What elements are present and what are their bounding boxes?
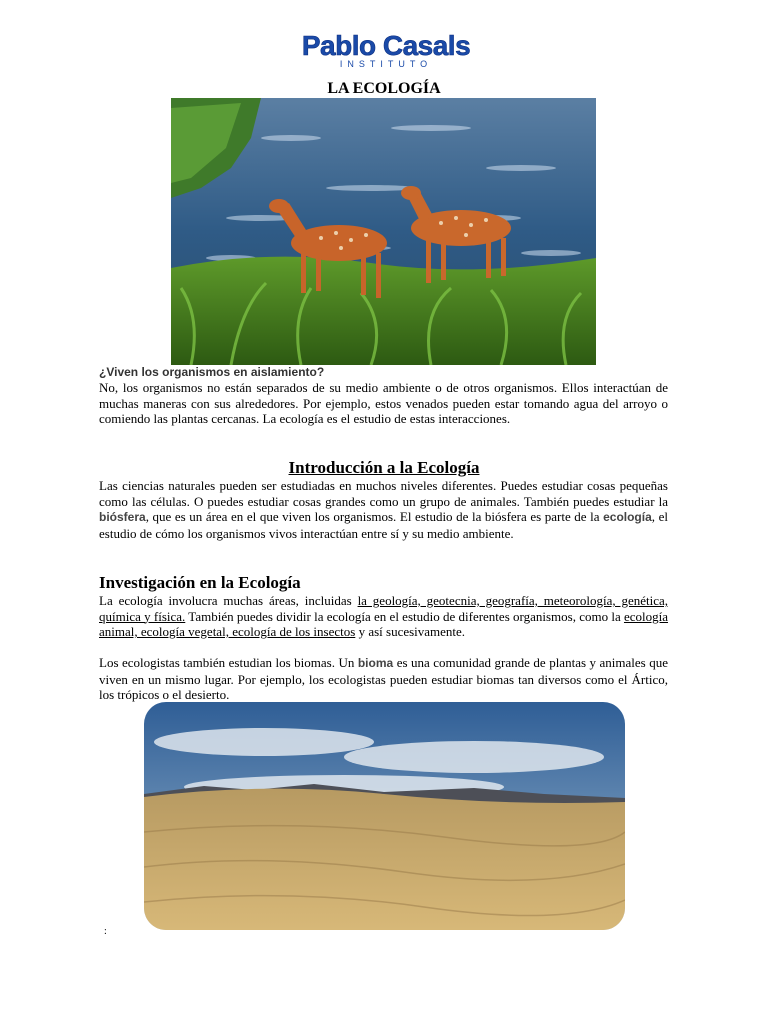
question-heading: ¿Viven los organismos en aislamiento?: [99, 365, 325, 379]
underlined-ecology-types: ecología animal, ecología vegetal, ecología de los insectos: [99, 608, 669, 639]
keyword-biosfera: biósfera: [99, 510, 146, 524]
heading-introduction: Introducción a la Ecología: [288, 458, 480, 477]
trailing-colon: :: [104, 926, 107, 937]
page-title: LA ECOLOGÍA: [327, 80, 441, 97]
paragraph-isolation: No, los organismos no están separados de su medio ambiente o de otros organismos. Ellos interactúan de muchas maneras con sus alrededores. Por ejemplo, estos venados pueden estar tomando agua del arroyo o comiendo las plantas cercanas. La ecología es el estudio de estas interacciones.: [99, 380, 668, 426]
logo-name: Pablo Casals: [301, 30, 471, 61]
school-logo: [251, 30, 521, 70]
paragraph-introduction: Las ciencias naturales pueden ser estudiadas en muchos niveles diferentes. Puedes estudiar cosas pequeñas como las células. O puedes estudiar cosas grandes como un grupo de animales. También puedes estudiar la biósfera, que es un área en el que viven los organismos. El estudio de la biósfera es parte de la ecología, el estudio de cómo los organismos vivos interactúan entre sí y su medio ambiente.: [99, 478, 668, 541]
keyword-bioma: bioma: [357, 656, 394, 670]
desert-photo: [144, 702, 625, 930]
keyword-ecologia: ecología: [603, 510, 652, 524]
paragraph-investigation: La ecología involucra muchas áreas, incluidas la geología, geotecnia, geografía, meteorología, genética, química y física. También puedes dividir la ecología en el estudio de diferentes organismos, como la ecología animal, ecología vegetal, ecología de los insectos y así sucesivamente.: [99, 593, 669, 639]
paragraph-biomes: Los ecologistas también estudian los biomas. Un bioma es una comunidad grande de plantas y animales que viven en un mismo lugar. Por ejemplo, los ecologistas pueden estudiar biomas tan diversos como el Ártico, los trópicos o el desierto.: [99, 655, 668, 702]
underlined-fields: la geología, geotecnia, geografía, meteorología, genética, química y física.: [99, 593, 669, 624]
logo-subtitle: INSTITUTO: [339, 59, 433, 69]
deer-photo: [171, 98, 596, 365]
heading-investigation: Investigación en la Ecología: [99, 573, 301, 592]
